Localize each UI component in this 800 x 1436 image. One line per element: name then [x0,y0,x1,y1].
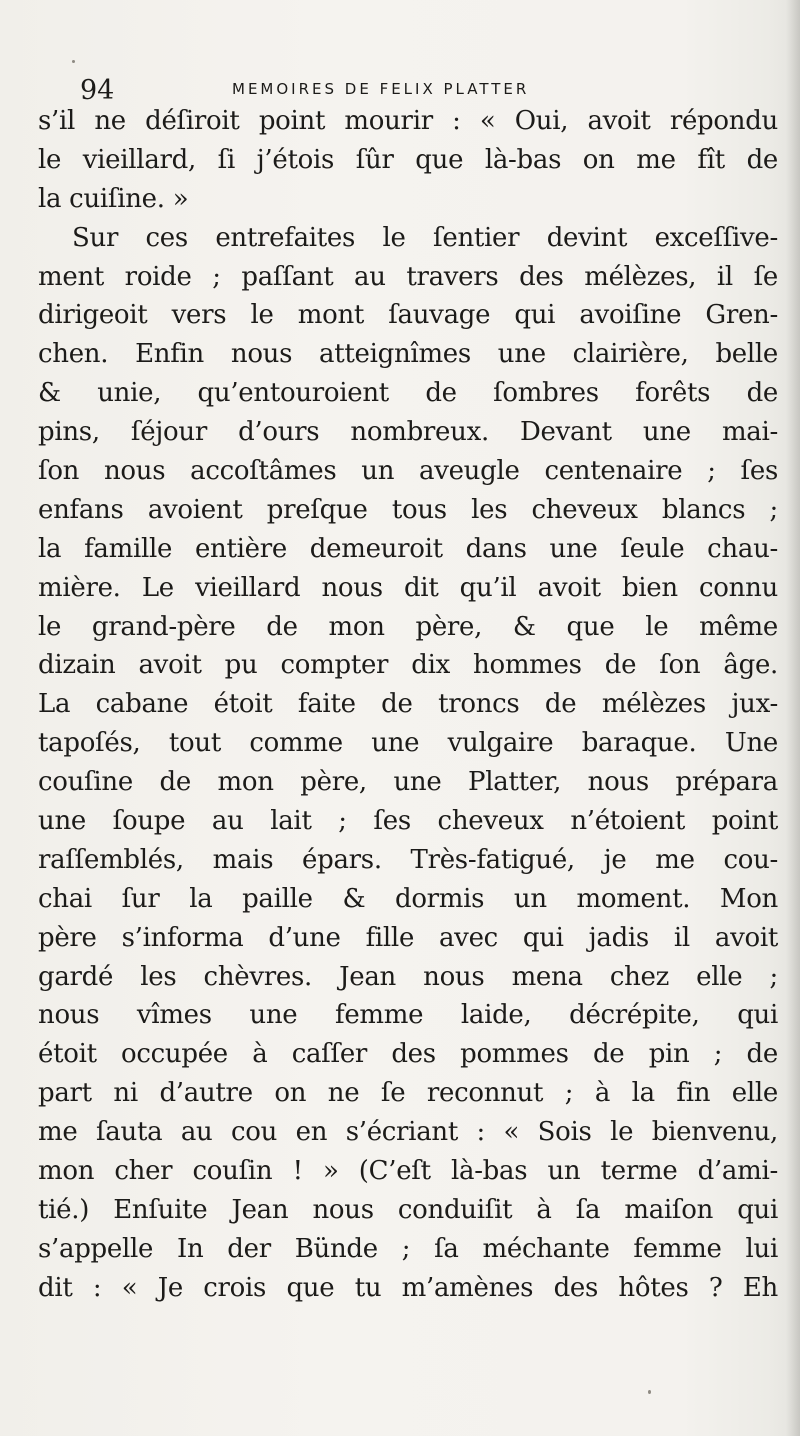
text-line: Sur ces entrefaites le ſentier devint exceſſive- [72,222,778,253]
text-line: tapoſés, tout comme une vulgaire baraque. Une [38,728,778,759]
text-line: nous vîmes une femme laide, décrépite, qui [38,1000,778,1031]
text-line: chen. Enfin nous atteignîmes une clairière, belle [38,339,778,370]
text-line: raſſemblés, mais épars. Très-fatigué, je me cou- [38,844,778,875]
text-line: étoit occupée à caſſer des pommes de pin ; de [38,1039,778,1070]
text-line: couſine de mon père, une Platter, nous prépara [38,767,778,798]
text-line: pins, ſéjour d’ours nombreux. Devant une mai- [38,417,778,448]
text-line: dit : « Je crois que tu m’amènes des hôtes ? Eh [38,1272,778,1303]
text-line: père s’informa d’une fille avec qui jadis il avoit [38,922,778,953]
text-line: le vieillard, ſi j’étois ſûr que là-bas on me fît de [38,144,778,175]
text-line: me ſauta au cou en s’écriant : « Sois le bienvenu, [38,1117,778,1148]
text-line: tié.) Enſuite Jean nous conduiſit à ſa maiſon qui [38,1194,778,1225]
text-line: & unie, qu’entouroient de ſombres forêts de [38,378,778,409]
text-line: la famille entière demeuroit dans une ſeule chau- [38,533,778,564]
text-line: ſon nous accoſtâmes un aveugle centenaire ; ſes [38,456,778,487]
text-line: dirigeoit vers le mont ſauvage qui avoiſine Gren- [38,300,778,331]
page-edge-shadow [786,0,800,1436]
text-line: enfans avoient preſque tous les cheveux blancs ; [38,494,778,525]
text-line: la cuiſine. » [38,183,189,214]
body-text [38,102,778,1308]
text-line: mon cher couſin ! » (C’eſt là-bas un terme d’ami- [38,1156,778,1187]
text-line: s’il ne déſiroit point mourir : « Oui, avoit répondu [38,106,778,136]
text-line: ment roide ; paſſant au travers des mélèzes, il ſe [38,261,778,292]
text-line: part ni d’autre on ne ſe reconnut ; à la fin elle [38,1078,778,1109]
paper-speck [72,60,75,63]
text-line: s’appelle In der Bünde ; ſa méchante femme lui [38,1233,778,1264]
text-line: dizain avoit pu compter dix hommes de ſon âge. [38,650,778,681]
paper-speck [648,1390,651,1394]
text-line: chai ſur la paille & dormis un moment. Mon [38,883,778,914]
text-line: gardé les chèvres. Jean nous mena chez elle ; [38,961,778,992]
text-line: une ſoupe au lait ; ſes cheveux n’étoient point [38,806,778,837]
text-line: le grand-père de mon père, & que le même [38,611,778,642]
text-line: La cabane étoit faite de troncs de mélèzes jux- [38,689,778,720]
text-line: mière. Le vieillard nous dit qu’il avoit bien connu [38,572,778,603]
running-title: MEMOIRES DE FELIX PLATTER [232,80,530,98]
page-number: 94 [80,75,115,106]
